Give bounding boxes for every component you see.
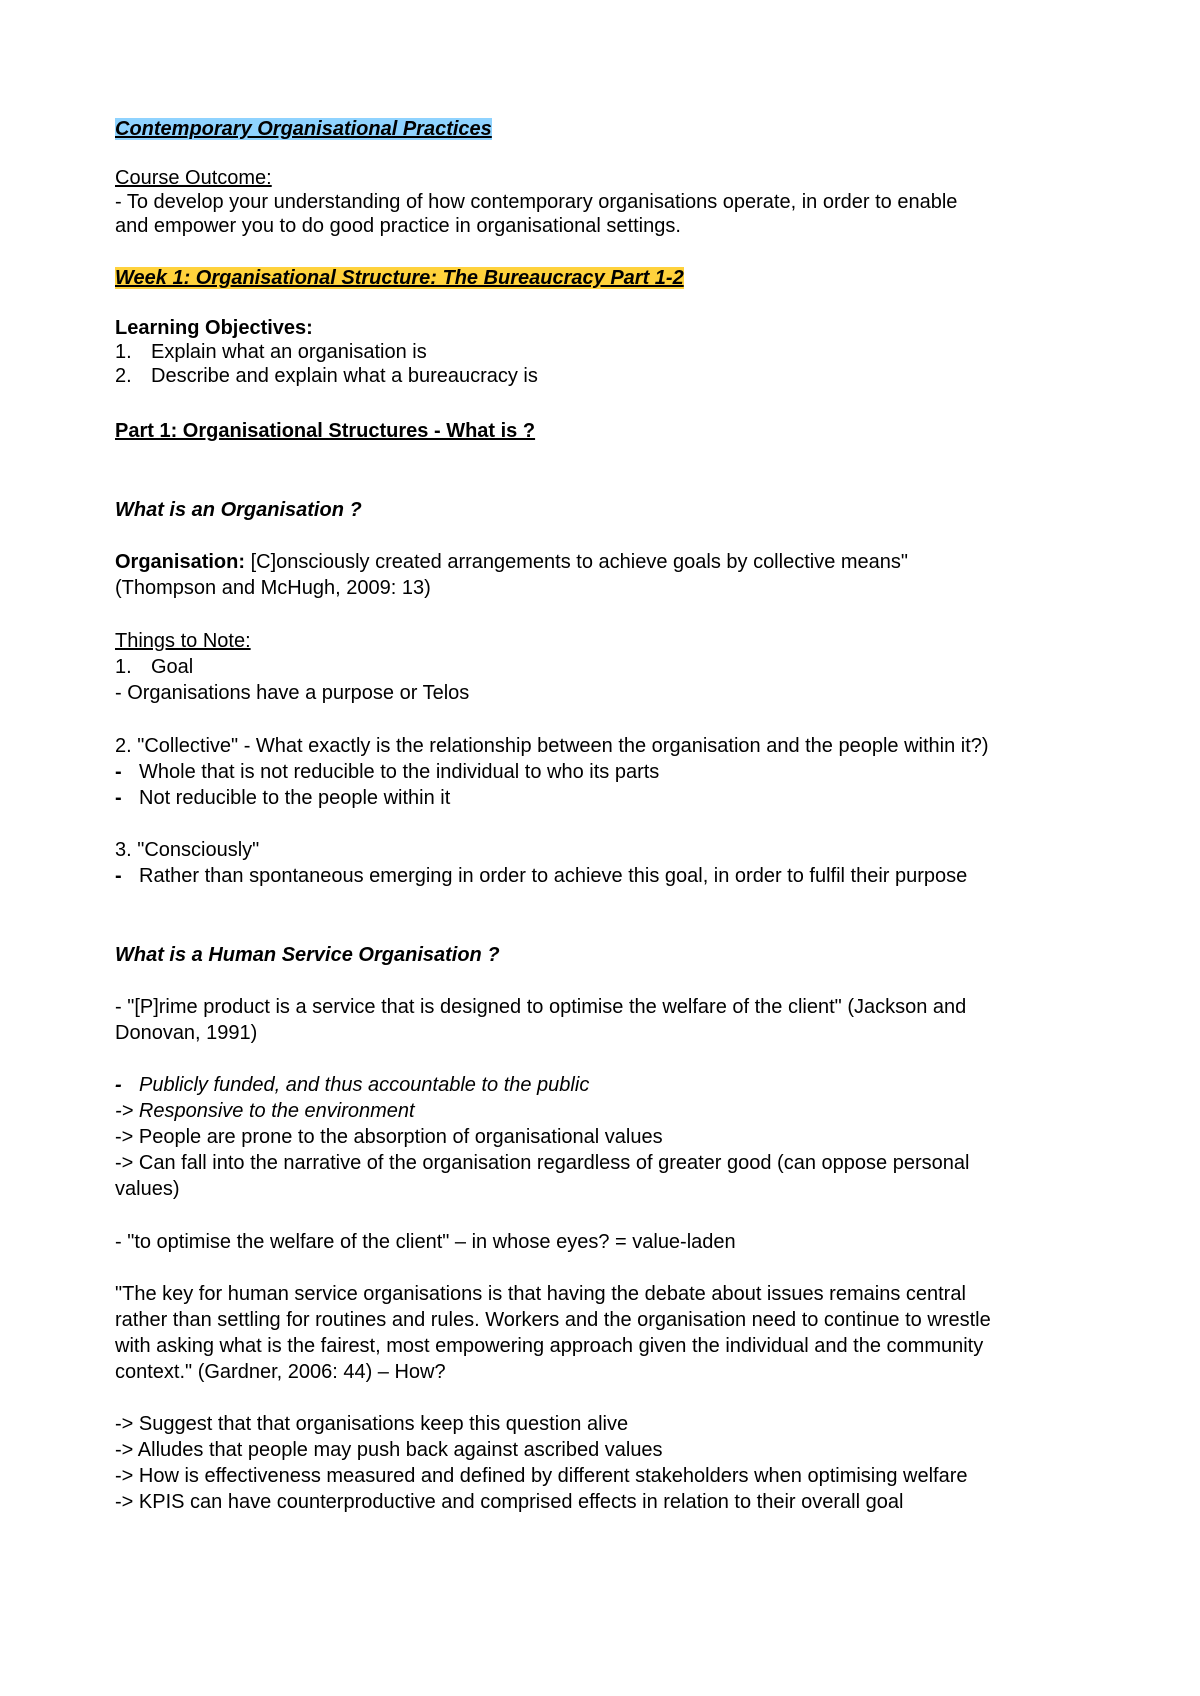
gardner-quote-line: with asking what is the fairest, most empowering approach given the individual and the community [115, 1335, 984, 1357]
organisation-heading: What is an Organisation ? [115, 499, 362, 521]
organisation-definition: Organisation: [C]onsciously created arrangements to achieve goals by collective means" [115, 551, 909, 573]
consciously-point: - Rather than spontaneous emerging in order to achieve this goal, in order to fulfil their purpose [115, 865, 968, 887]
learning-objectives-heading: Learning Objectives: [115, 317, 313, 339]
final-arrow-point: -> KPIS can have counterproductive and comprised effects in relation to their overall goal [115, 1491, 904, 1513]
arrow-point: -> Can fall into the narrative of the organisation regardless of greater good (can oppose personal [115, 1152, 970, 1174]
arrow-point: -> People are prone to the absorption of organisational values [115, 1126, 663, 1148]
things-to-note-heading: Things to Note: [115, 630, 251, 652]
hso-quote-line: Donovan, 1991) [115, 1022, 258, 1044]
gardner-quote-line: rather than settling for routines and rules. Workers and the organisation need to continue to wrestle [115, 1309, 991, 1331]
week-heading: Week 1: Organisational Structure: The Bureaucracy Part 1-2 [115, 267, 684, 289]
collective-point: - Not reducible to the people within it [115, 787, 451, 809]
definition-citation: (Thompson and McHugh, 2009: 13) [115, 577, 431, 599]
goal-note: - Organisations have a purpose or Telos [115, 682, 470, 704]
responsive-point: -> Responsive to the environment [115, 1100, 415, 1122]
arrow-point: values) [115, 1178, 180, 1200]
gardner-quote-line: context." (Gardner, 2006: 44) – How? [115, 1361, 446, 1383]
final-arrow-point: -> Suggest that that organisations keep this question alive [115, 1413, 629, 1435]
course-outcome-line: and empower you to do good practice in organisational settings. [115, 215, 681, 237]
publicly-funded-point: - Publicly funded, and thus accountable to the public [115, 1074, 590, 1096]
course-outcome-heading: Course Outcome: [115, 167, 272, 189]
hso-heading: What is a Human Service Organisation ? [115, 944, 500, 966]
gardner-quote-line: "The key for human service organisations is that having the debate about issues remains central [115, 1283, 966, 1305]
objective-item: 1. Explain what an organisation is [115, 341, 427, 363]
document-title: Contemporary Organisational Practices [115, 118, 492, 140]
course-outcome-line: - To develop your understanding of how contemporary organisations operate, in order to enable [115, 191, 958, 213]
hso-quote-line: - "[P]rime product is a service that is designed to optimise the welfare of the client" (Jackson and [115, 996, 967, 1018]
welfare-question: - "to optimise the welfare of the client" – in whose eyes? = value-laden [115, 1231, 736, 1253]
final-arrow-point: -> How is effectiveness measured and defined by different stakeholders when optimising welfare [115, 1465, 968, 1487]
part1-heading: Part 1: Organisational Structures - What is ? [115, 420, 536, 442]
consciously-item: 3. "Consciously" [115, 839, 260, 861]
collective-item: 2. "Collective" - What exactly is the relationship between the organisation and the people within it?) [115, 735, 989, 757]
collective-point: - Whole that is not reducible to the individual to who its parts [115, 761, 660, 783]
goal-item: 1. Goal [115, 656, 194, 678]
objective-item: 2. Describe and explain what a bureaucracy is [115, 365, 538, 387]
final-arrow-point: -> Alludes that people may push back against ascribed values [115, 1439, 663, 1461]
